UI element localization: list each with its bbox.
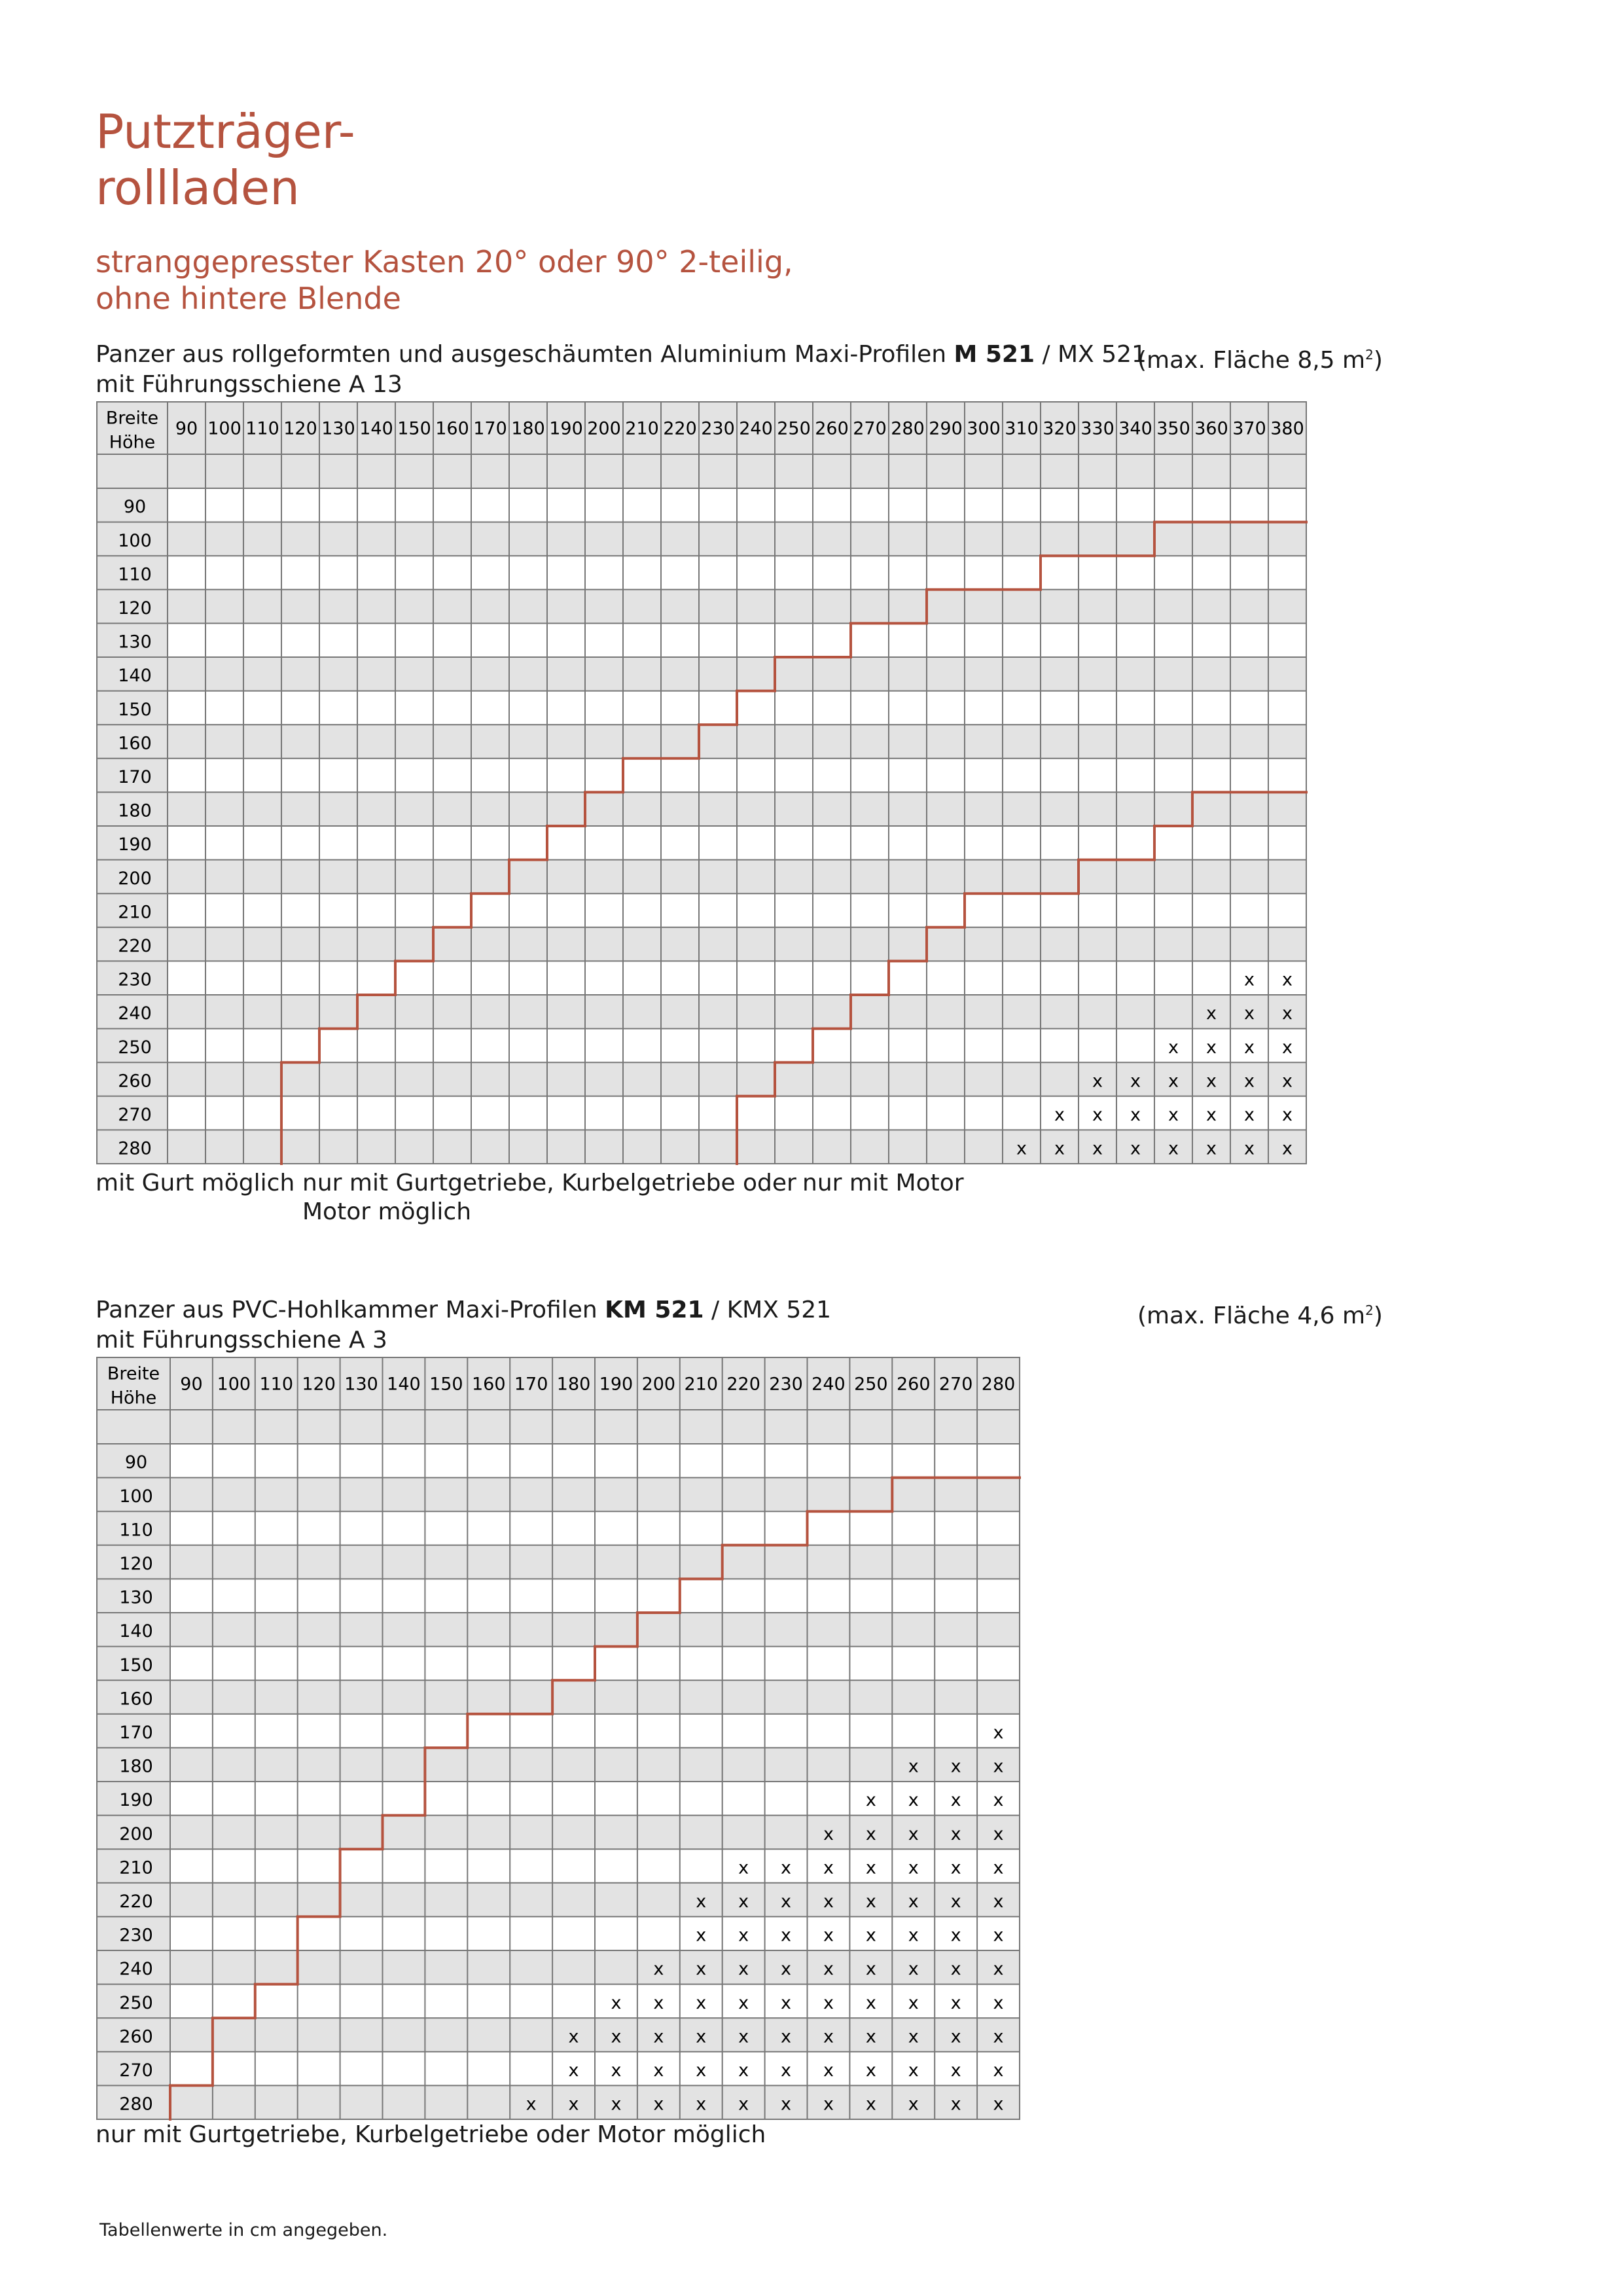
motor-only-mark: x (823, 1992, 834, 2013)
width-header: 170 (473, 418, 507, 439)
width-header: 90 (180, 1374, 203, 1395)
motor-only-mark: x (865, 1992, 876, 2013)
motor-only-mark: x (738, 1891, 749, 1912)
motor-only-mark: x (781, 1857, 792, 1878)
subtitle-line-1: stranggepresster Kasten 20° oder 90° 2-teilig, (96, 244, 793, 279)
motor-only-mark: x (1054, 1138, 1065, 1159)
height-label: 130 (119, 1587, 153, 1608)
motor-only-mark: x (738, 1925, 749, 1946)
width-header: 210 (684, 1374, 719, 1395)
table1-footnote-gear (302, 1169, 796, 1227)
motor-only-mark: x (950, 1823, 961, 1844)
motor-only-mark: x (908, 1992, 919, 2013)
motor-only-mark: x (865, 1823, 876, 1844)
motor-only-mark: x (696, 1959, 707, 1980)
table1-profile-name: M 521 (954, 341, 1035, 368)
motor-only-mark: x (653, 2026, 664, 2047)
width-header: 150 (397, 418, 431, 439)
width-header: 120 (302, 1374, 336, 1395)
motor-only-mark: x (908, 2060, 919, 2081)
motor-only-mark: x (950, 2026, 961, 2047)
motor-only-mark: x (1092, 1071, 1103, 1092)
motor-only-mark: x (1282, 969, 1293, 990)
table2-max-area-text: (max. Fläche 4,6 m (1137, 1302, 1366, 1329)
page-subtitle (96, 243, 793, 317)
motor-only-mark: x (1206, 1071, 1217, 1092)
table1-max-area-sup: 2 (1365, 347, 1374, 363)
width-header: 170 (514, 1374, 548, 1395)
width-header: 340 (1118, 418, 1152, 439)
width-header: 150 (429, 1374, 463, 1395)
width-header: 280 (891, 418, 925, 439)
motor-only-mark: x (1092, 1138, 1103, 1159)
motor-only-mark: x (865, 1925, 876, 1946)
motor-only-mark: x (908, 2026, 919, 2047)
width-header: 370 (1232, 418, 1266, 439)
motor-only-mark: x (908, 1891, 919, 1912)
width-header: 120 (283, 418, 317, 439)
width-header: 220 (726, 1374, 760, 1395)
motor-only-mark: x (908, 1756, 919, 1777)
motor-only-mark: x (908, 1823, 919, 1844)
motor-only-mark: x (738, 2060, 749, 2081)
motor-only-mark: x (950, 1992, 961, 2013)
height-label: 170 (119, 1722, 153, 1743)
table1-rail: mit Führungsschiene A 13 (96, 371, 402, 398)
motor-only-mark: x (993, 1925, 1004, 1946)
motor-only-mark: x (993, 1857, 1004, 1878)
width-header: 200 (587, 418, 621, 439)
motor-only-mark: x (993, 1722, 1004, 1743)
width-header: 100 (217, 1374, 251, 1395)
motor-only-mark: x (1168, 1037, 1179, 1058)
table2-max-area (1137, 1296, 1383, 1331)
height-label: 140 (118, 666, 152, 687)
width-header: 260 (815, 418, 849, 439)
motor-only-mark: x (993, 1756, 1004, 1777)
motor-only-mark: x (1244, 1071, 1255, 1092)
motor-only-mark: x (1244, 969, 1255, 990)
height-label: 230 (119, 1925, 153, 1946)
width-header: 130 (344, 1374, 378, 1395)
width-header: 180 (511, 418, 545, 439)
motor-only-mark: x (1168, 1138, 1179, 1159)
height-label: 280 (119, 2094, 153, 2115)
motor-only-mark: x (696, 2060, 707, 2081)
motor-only-mark: x (1130, 1104, 1141, 1125)
motor-only-mark: x (950, 1891, 961, 1912)
subtitle-line-2: ohne hintere Blende (96, 281, 401, 316)
motor-only-mark: x (653, 1992, 664, 2013)
table2-max-area-end: ) (1373, 1302, 1383, 1329)
height-label: 110 (119, 1520, 153, 1541)
table1-footnote-strap: mit Gurt möglich (96, 1170, 295, 1196)
motor-only-mark: x (865, 1891, 876, 1912)
limit-line-motor (737, 792, 1306, 1164)
motor-only-mark: x (908, 1959, 919, 1980)
motor-only-mark: x (823, 1857, 834, 1878)
table1-profile-alt: / MX 521 (1035, 341, 1147, 368)
motor-only-mark: x (993, 1790, 1004, 1811)
motor-only-mark: x (950, 2094, 961, 2115)
motor-only-mark: x (993, 1891, 1004, 1912)
width-header: 160 (435, 418, 469, 439)
motor-only-mark: x (993, 1992, 1004, 2013)
height-label: 160 (119, 1689, 153, 1710)
motor-only-mark: x (1130, 1071, 1141, 1092)
motor-only-mark: x (1244, 1037, 1255, 1058)
table2-max-area-sup: 2 (1365, 1302, 1374, 1318)
motor-only-mark: x (611, 1992, 622, 2013)
header-hoehe: Höhe (110, 1388, 157, 1408)
motor-only-mark: x (908, 2094, 919, 2115)
table1-footnote-motor: nur mit Motor (802, 1170, 964, 1196)
table2-description (96, 1296, 831, 1325)
motor-only-mark: x (1168, 1071, 1179, 1092)
motor-only-mark: x (1244, 1104, 1255, 1125)
table2-desc-text: Panzer aus PVC-Hohlkammer Maxi-Profilen (96, 1297, 605, 1323)
width-header: 100 (207, 418, 241, 439)
header-background (97, 402, 1306, 488)
height-label: 210 (119, 1857, 153, 1878)
width-header: 300 (967, 418, 1001, 439)
height-label: 220 (118, 935, 152, 956)
motor-only-mark: x (1282, 1138, 1293, 1159)
height-label: 240 (118, 1003, 152, 1024)
height-label: 210 (118, 902, 152, 923)
width-header: 200 (641, 1374, 676, 1395)
height-label: 190 (119, 1790, 153, 1811)
motor-only-mark: x (1206, 1003, 1217, 1024)
motor-only-mark: x (696, 1925, 707, 1946)
width-header: 260 (896, 1374, 931, 1395)
width-header: 360 (1194, 418, 1228, 439)
motor-only-mark: x (823, 1959, 834, 1980)
motor-only-mark: x (781, 2026, 792, 2047)
table2-grid (96, 1356, 1021, 2124)
motor-only-mark: x (696, 1992, 707, 2013)
height-label: 140 (119, 1621, 153, 1642)
motor-only-mark: x (781, 1925, 792, 1946)
motor-only-mark: x (696, 1891, 707, 1912)
height-label: 160 (118, 733, 152, 754)
height-label: 260 (119, 2026, 153, 2047)
width-header: 330 (1080, 418, 1115, 439)
motor-only-mark: x (1054, 1104, 1065, 1125)
motor-only-mark: x (1244, 1003, 1255, 1024)
height-label: 220 (119, 1891, 153, 1912)
motor-only-mark: x (653, 2094, 664, 2115)
table1-max-area-end: ) (1373, 347, 1383, 374)
motor-only-mark: x (823, 2094, 834, 2115)
motor-only-mark: x (1282, 1037, 1293, 1058)
motor-only-mark: x (865, 2060, 876, 2081)
motor-only-mark: x (653, 1959, 664, 1980)
motor-only-mark: x (611, 2060, 622, 2081)
motor-only-mark: x (1168, 1104, 1179, 1125)
width-header: 110 (245, 418, 279, 439)
grid-lines (97, 1357, 1020, 2119)
motor-only-mark: x (950, 1756, 961, 1777)
motor-only-mark: x (1206, 1138, 1217, 1159)
motor-only-mark: x (993, 2060, 1004, 2081)
width-header: 380 (1270, 418, 1304, 439)
width-header: 190 (549, 418, 583, 439)
motor-only-mark: x (823, 1891, 834, 1912)
height-label: 200 (118, 868, 152, 889)
motor-only-mark: x (950, 1925, 961, 1946)
motor-only-mark: x (950, 2060, 961, 2081)
table1-desc-text: Panzer aus rollgeformten und ausgeschäumten Aluminium Maxi-Profilen (96, 341, 954, 368)
table1-footnote-gear-line2: Motor möglich (302, 1198, 472, 1225)
tbl1-svg (96, 401, 1308, 1165)
motor-only-mark: x (611, 2094, 622, 2115)
motor-only-mark: x (908, 1790, 919, 1811)
width-header: 280 (981, 1374, 1016, 1395)
height-label: 270 (119, 2060, 153, 2081)
width-header: 310 (1005, 418, 1039, 439)
grid-lines (97, 402, 1306, 1164)
width-header: 250 (777, 418, 811, 439)
height-label: 230 (118, 969, 152, 990)
motor-only-mark: x (1206, 1104, 1217, 1125)
motor-only-mark: x (1206, 1037, 1217, 1058)
width-header: 290 (929, 418, 963, 439)
width-header: 110 (259, 1374, 294, 1395)
width-header: 350 (1156, 418, 1190, 439)
tbl2-svg (96, 1356, 1021, 2121)
motor-only-mark: x (1282, 1071, 1293, 1092)
height-label: 250 (118, 1037, 152, 1058)
motor-only-mark: x (993, 1959, 1004, 1980)
width-header: 140 (359, 418, 393, 439)
height-label: 240 (119, 1959, 153, 1980)
width-header: 240 (739, 418, 773, 439)
height-label: 90 (123, 497, 147, 518)
motor-only-mark: x (1130, 1138, 1141, 1159)
motor-only-mark: x (1016, 1138, 1027, 1159)
header-hoehe: Höhe (109, 432, 156, 453)
table2-profile-name: KM 521 (605, 1297, 704, 1323)
motor-only-mark: x (823, 2060, 834, 2081)
motor-only-mark: x (865, 2094, 876, 2115)
height-label: 90 (124, 1452, 148, 1473)
width-header: 90 (175, 418, 198, 439)
motor-only-mark: x (865, 1959, 876, 1980)
page-title (96, 103, 355, 216)
motor-only-mark: x (1282, 1003, 1293, 1024)
motor-only-mark: x (865, 2026, 876, 2047)
width-header: 320 (1043, 418, 1077, 439)
width-header: 230 (701, 418, 735, 439)
motor-only-mark: x (1282, 1104, 1293, 1125)
header-breite: Breite (105, 408, 159, 429)
motor-only-mark: x (526, 2094, 537, 2115)
height-label: 120 (119, 1553, 153, 1574)
header-breite: Breite (107, 1363, 160, 1384)
motor-only-mark: x (568, 2094, 579, 2115)
motor-only-mark: x (1244, 1138, 1255, 1159)
motor-only-mark: x (781, 1891, 792, 1912)
height-label: 100 (119, 1486, 153, 1507)
width-header: 210 (625, 418, 659, 439)
motor-only-mark: x (908, 1925, 919, 1946)
height-label: 280 (118, 1138, 152, 1159)
height-label: 100 (118, 530, 152, 551)
width-header: 130 (321, 418, 355, 439)
height-label: 120 (118, 598, 152, 619)
motor-only-mark: x (653, 2060, 664, 2081)
height-label: 260 (118, 1071, 152, 1092)
motor-only-mark: x (696, 2026, 707, 2047)
table1-description (96, 340, 1147, 369)
motor-only-mark: x (568, 2026, 579, 2047)
height-label: 130 (118, 632, 152, 653)
width-header: 240 (812, 1374, 846, 1395)
motor-only-mark: x (950, 1790, 961, 1811)
motor-only-mark: x (865, 1790, 876, 1811)
motor-only-mark: x (781, 2094, 792, 2115)
height-label: 190 (118, 834, 152, 855)
height-label: 180 (118, 800, 152, 821)
motor-only-mark: x (738, 1857, 749, 1878)
header-background (97, 1357, 1020, 1444)
height-label: 170 (118, 766, 152, 787)
width-header: 220 (663, 418, 697, 439)
motor-only-mark: x (781, 1959, 792, 1980)
motor-only-mark: x (1092, 1104, 1103, 1125)
width-header: 270 (853, 418, 887, 439)
width-header: 180 (556, 1374, 591, 1395)
height-label: 150 (119, 1655, 153, 1676)
height-label: 180 (119, 1756, 153, 1777)
table1-grid (96, 401, 1308, 1168)
table2-rail: mit Führungsschiene A 3 (96, 1327, 387, 1354)
height-label: 110 (118, 564, 152, 585)
motor-only-mark: x (993, 1823, 1004, 1844)
motor-only-mark: x (950, 1959, 961, 1980)
motor-only-mark: x (738, 2026, 749, 2047)
title-line-1: Putzträger- (96, 104, 355, 159)
motor-only-mark: x (823, 1925, 834, 1946)
motor-only-mark: x (993, 2026, 1004, 2047)
table1-max-area (1137, 340, 1383, 375)
height-label: 150 (118, 699, 152, 720)
motor-only-mark: x (950, 1857, 961, 1878)
width-header: 160 (471, 1374, 506, 1395)
motor-only-mark: x (993, 2094, 1004, 2115)
table1-max-area-text: (max. Fläche 8,5 m (1137, 347, 1366, 374)
width-header: 270 (938, 1374, 973, 1395)
units-note: Tabellenwerte in cm angegeben. (99, 2220, 388, 2240)
width-header: 190 (599, 1374, 633, 1395)
motor-only-mark: x (696, 2094, 707, 2115)
motor-only-mark: x (908, 1857, 919, 1878)
motor-only-mark: x (738, 1992, 749, 2013)
motor-only-mark: x (781, 1992, 792, 2013)
width-header: 140 (387, 1374, 421, 1395)
table2-profile-alt: / KMX 521 (704, 1297, 832, 1323)
width-header: 250 (854, 1374, 888, 1395)
motor-only-mark: x (823, 1823, 834, 1844)
motor-only-mark: x (823, 2026, 834, 2047)
height-label: 200 (119, 1823, 153, 1844)
height-label: 270 (118, 1104, 152, 1125)
height-label: 250 (119, 1992, 153, 2013)
title-line-2: rollladen (96, 160, 300, 215)
motor-only-mark: x (738, 1959, 749, 1980)
width-header: 230 (769, 1374, 803, 1395)
motor-only-mark: x (738, 2094, 749, 2115)
table2-footnote: nur mit Gurtgetriebe, Kurbelgetriebe oder Motor möglich (96, 2121, 766, 2148)
motor-only-mark: x (568, 2060, 579, 2081)
motor-only-mark: x (781, 2060, 792, 2081)
table1-footnote-gear-line1: nur mit Gurtgetriebe, Kurbelgetriebe oder (302, 1170, 796, 1196)
motor-only-mark: x (865, 1857, 876, 1878)
motor-only-mark: x (611, 2026, 622, 2047)
